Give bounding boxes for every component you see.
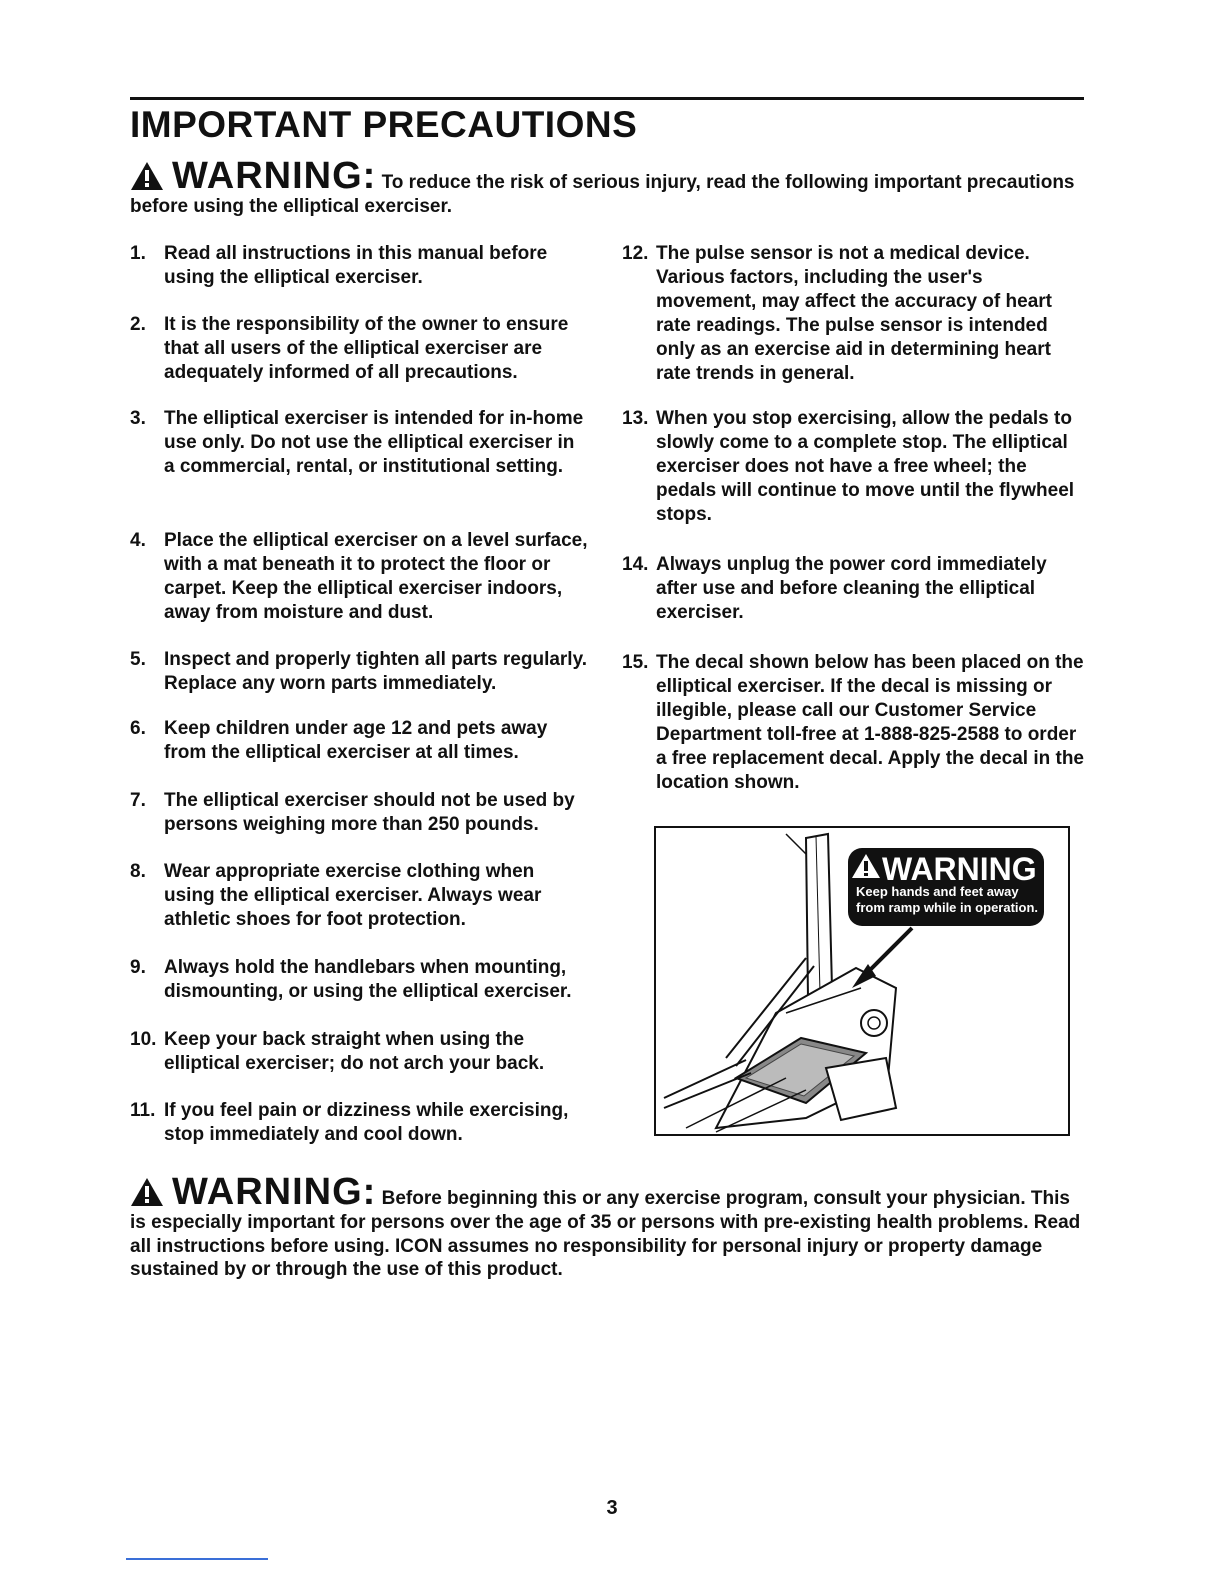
warning-triangle-icon	[130, 161, 164, 191]
page-number: 3	[606, 1497, 618, 1519]
list-item: 7. The elliptical exerciser should not be used by persons weighing more than 250 pounds.	[130, 790, 575, 835]
decal-line-1: Keep hands and feet away	[856, 884, 1019, 899]
list-item: 9. Always hold the handlebars when mounting, dismounting, or using the elliptical exerciser.	[130, 957, 572, 1002]
list-item: 4. Place the elliptical exerciser on a level surface, with a mat beneath it to protect the floor or carpet. Keep the elliptical exerciser indoors, away from moisture and dust.	[130, 530, 588, 623]
list-item: 1. Read all instructions in this manual before using the elliptical exerciser.	[130, 243, 548, 288]
decal-heading: WARNING	[882, 851, 1037, 887]
warning-triangle-icon	[130, 1177, 164, 1207]
elliptical-illustration	[656, 828, 1068, 1134]
list-item: 14. Always unplug the power cord immediately after use and before cleaning the elliptical exerciser.	[622, 554, 1047, 623]
list-item: 15. The decal shown below has been placed on the elliptical exerciser. If the decal is missing or illegible, please call our Customer Service Department toll-free at 1-888-825-2588 to order a free replacement decal. Apply the decal in the location shown.	[622, 652, 1085, 793]
list-item: 8. Wear appropriate exercise clothing when using the elliptical exerciser. Always wear athletic shoes for foot protection.	[130, 861, 542, 930]
bottom-warning	[130, 1173, 1090, 1282]
bottom-rule	[126, 1558, 268, 1560]
list-item: 10. Keep your back straight when using the elliptical exerciser; do not arch your back.	[130, 1029, 545, 1074]
top-rule	[130, 97, 1084, 100]
decal-location-figure	[654, 826, 1070, 1136]
warning-label: WARNING:	[172, 1171, 377, 1213]
list-item: 13. When you stop exercising, allow the pedals to slowly come to a complete stop. The elliptical exerciser does not have a free wheel; the pedals will continue to move until the flywheel stops.	[622, 408, 1075, 525]
list-item: 11. If you feel pain or dizziness while exercising, stop immediately and cool down.	[130, 1100, 569, 1145]
list-item: 5. Inspect and properly tighten all parts regularly. Replace any worn parts immediately.	[130, 649, 588, 694]
page-title: IMPORTANT PRECAUTIONS	[130, 104, 638, 145]
list-item: 2. It is the responsibility of the owner to ensure that all users of the elliptical exerciser are adequately informed of all precautions.	[130, 314, 569, 383]
warning-label: WARNING:	[172, 155, 377, 197]
list-item: 3. The elliptical exerciser is intended for in-home use only. Do not use the elliptical exerciser in a commercial, rental, or institutional setting.	[130, 408, 584, 477]
list-item: 6. Keep children under age 12 and pets away from the elliptical exerciser at all times.	[130, 718, 548, 763]
decal-line-2: from ramp while in operation.	[856, 900, 1039, 915]
top-warning	[130, 157, 1090, 219]
warning-text: Before beginning this or any exercise program, consult your physician. This is especially important for persons over the age of 35 or persons with pre-existing health problems. Read all instructions before using. ICON assumes no responsibility for personal injury or property damage sustained by or through the use of this product.	[130, 1188, 1081, 1280]
list-item: 12. The pulse sensor is not a medical device. Various factors, including the user's movement, may affect the accuracy of heart rate readings. The pulse sensor is intended only as an exercise aid in determining heart rate trends in general.	[622, 243, 1052, 384]
warning-text: To reduce the risk of serious injury, read the following important precautions before using the elliptical exerciser.	[130, 172, 1075, 217]
